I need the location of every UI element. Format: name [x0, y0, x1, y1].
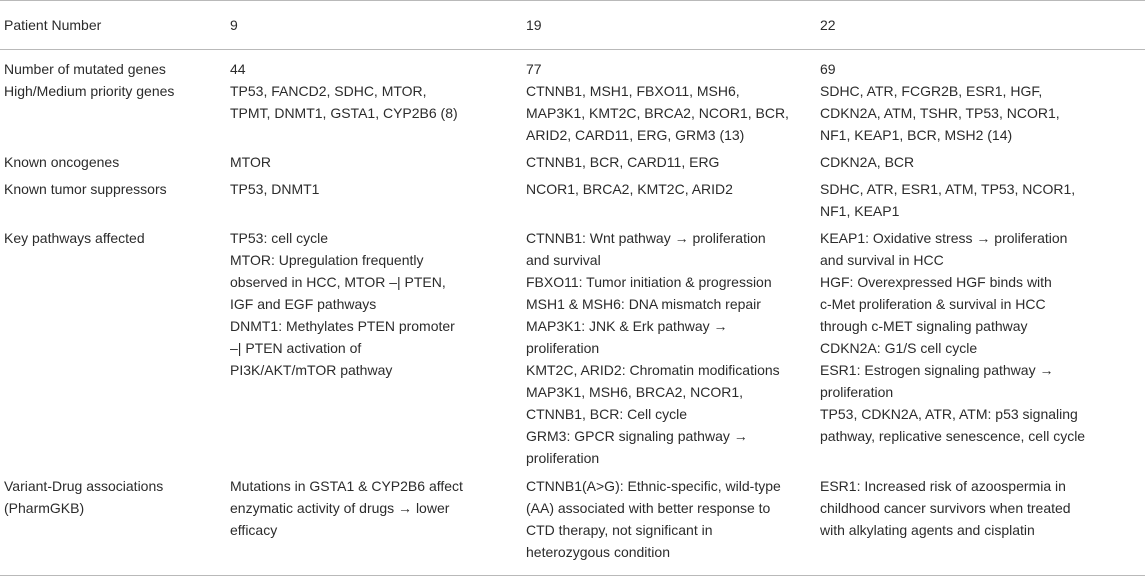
cell-line: NF1, KEAP1, BCR, MSH2 (14) — [820, 127, 1013, 143]
data-cell — [522, 475, 816, 576]
table-row — [0, 80, 1145, 151]
cell-line: MAP3K1, KMT2C, BRCA2, NCOR1, BCR, — [526, 105, 789, 121]
cell-line: ARID2, CARD11, ERG, GRM3 (13) — [526, 127, 745, 143]
cell-line: MAP3K1: JNK & Erk pathway → — [526, 318, 728, 334]
data-cell — [226, 50, 522, 81]
cell-line: CTNNB1, MSH1, FBXO11, MSH6, — [526, 83, 740, 99]
header-cell-patient-9: 9 — [226, 1, 522, 50]
data-cell — [522, 227, 816, 475]
data-cell — [816, 151, 1145, 178]
cell-line: CTNNB1(A>G): Ethnic-specific, wild-type — [526, 478, 781, 494]
cell-line: (AA) associated with better response to — [526, 500, 771, 516]
data-cell — [226, 151, 522, 178]
cell-line: MTOR — [230, 154, 271, 170]
cell-line: 44 — [230, 61, 246, 77]
cell-line: –| PTEN activation of — [230, 340, 362, 356]
cell-line: FBXO11: Tumor initiation & progression — [526, 274, 772, 290]
cell-line: CTNNB1, BCR: Cell cycle — [526, 406, 688, 422]
cell-line: childhood cancer survivors when treated — [820, 500, 1071, 516]
data-cell — [226, 475, 522, 576]
cell-line: TP53, FANCD2, SDHC, MTOR, — [230, 83, 427, 99]
cell-line: pathway, replicative senescence, cell cycle — [820, 428, 1086, 444]
cell-line: SDHC, ATR, FCGR2B, ESR1, HGF, — [820, 83, 1043, 99]
cell-line: TP53, DNMT1 — [230, 181, 320, 197]
row-label-cell — [0, 50, 226, 81]
cell-line: TP53: cell cycle — [230, 230, 329, 246]
cell-line: IGF and EGF pathways — [230, 296, 377, 312]
row-label-cell — [0, 151, 226, 178]
data-cell — [226, 227, 522, 475]
row-label-cell — [0, 475, 226, 576]
data-cell — [522, 50, 816, 81]
cell-line: ESR1: Increased risk of azoospermia in — [820, 478, 1066, 494]
cell-line: TPMT, DNMT1, GSTA1, CYP2B6 (8) — [230, 105, 458, 121]
data-cell — [816, 178, 1145, 227]
row-label-cell — [0, 178, 226, 227]
cell-line: GRM3: GPCR signaling pathway → — [526, 428, 748, 444]
table-row — [0, 50, 1145, 81]
cell-line: MTOR: Upregulation frequently — [230, 252, 424, 268]
cell-line: Key pathways affected — [4, 230, 145, 246]
cell-line: proliferation — [526, 450, 600, 466]
table-row — [0, 178, 1145, 227]
cell-line: Variant-Drug associations — [4, 478, 164, 494]
table-row — [0, 227, 1145, 475]
cell-line: HGF: Overexpressed HGF binds with — [820, 274, 1052, 290]
cell-line: NCOR1, BRCA2, KMT2C, ARID2 — [526, 181, 733, 197]
cell-line: and survival in HCC — [820, 252, 944, 268]
cell-line: enzymatic activity of drugs → lower — [230, 500, 450, 516]
cell-line: MSH1 & MSH6: DNA mismatch repair — [526, 296, 761, 312]
table-header-row — [0, 1, 1145, 50]
cell-line: High/Medium priority genes — [4, 83, 175, 99]
table-row — [0, 475, 1145, 576]
data-cell — [522, 178, 816, 227]
header-cell-patient-22: 22 — [816, 1, 1145, 50]
cell-line: CDKN2A: G1/S cell cycle — [820, 340, 978, 356]
data-cell — [816, 80, 1145, 151]
data-cell — [816, 50, 1145, 81]
cell-line: ESR1: Estrogen signaling pathway → — [820, 362, 1054, 378]
cell-line: KMT2C, ARID2: Chromatin modifications — [526, 362, 780, 378]
cell-line: CDKN2A, ATM, TSHR, TP53, NCOR1, — [820, 105, 1060, 121]
cell-line: 77 — [526, 61, 542, 77]
cell-line: CTNNB1: Wnt pathway → proliferation — [526, 230, 766, 246]
cell-line: Number of mutated genes — [4, 61, 166, 77]
data-cell — [522, 151, 816, 178]
header-cell-patient-19: 19 — [522, 1, 816, 50]
cell-line: Known oncogenes — [4, 154, 120, 170]
cell-line: CDKN2A, BCR — [820, 154, 915, 170]
data-cell — [226, 80, 522, 151]
cell-line: with alkylating agents and cisplatin — [820, 522, 1035, 538]
data-cell — [816, 227, 1145, 475]
cell-line: MAP3K1, MSH6, BRCA2, NCOR1, — [526, 384, 744, 400]
cell-line: proliferation — [526, 340, 600, 356]
cell-line: KEAP1: Oxidative stress → proliferation — [820, 230, 1068, 246]
cell-line: Mutations in GSTA1 & CYP2B6 affect — [230, 478, 463, 494]
cell-line: heterozygous condition — [526, 544, 670, 560]
cell-line: c-Met proliferation & survival in HCC — [820, 296, 1046, 312]
cell-line: Known tumor suppressors — [4, 181, 167, 197]
row-label-cell — [0, 227, 226, 475]
cell-line: efficacy — [230, 522, 278, 538]
cell-line: 69 — [820, 61, 836, 77]
data-cell — [816, 475, 1145, 576]
cell-line: and survival — [526, 252, 601, 268]
cell-line: (PharmGKB) — [4, 500, 85, 516]
cell-line: CTNNB1, BCR, CARD11, ERG — [526, 154, 720, 170]
cell-line: NF1, KEAP1 — [820, 203, 900, 219]
cell-line: DNMT1: Methylates PTEN promoter — [230, 318, 455, 334]
cell-line: through c-MET signaling pathway — [820, 318, 1028, 334]
cell-line: CTD therapy, not significant in — [526, 522, 713, 538]
cell-line: PI3K/AKT/mTOR pathway — [230, 362, 393, 378]
row-label-cell — [0, 80, 226, 151]
cell-line: SDHC, ATR, ESR1, ATM, TP53, NCOR1, — [820, 181, 1076, 197]
cell-line: TP53, CDKN2A, ATR, ATM: p53 signaling — [820, 406, 1078, 422]
header-cell-label: Patient Number — [0, 1, 226, 50]
table-row — [0, 151, 1145, 178]
data-cell — [226, 178, 522, 227]
data-cell — [522, 80, 816, 151]
cell-line: observed in HCC, MTOR –| PTEN, — [230, 274, 446, 290]
cell-line: proliferation — [820, 384, 894, 400]
